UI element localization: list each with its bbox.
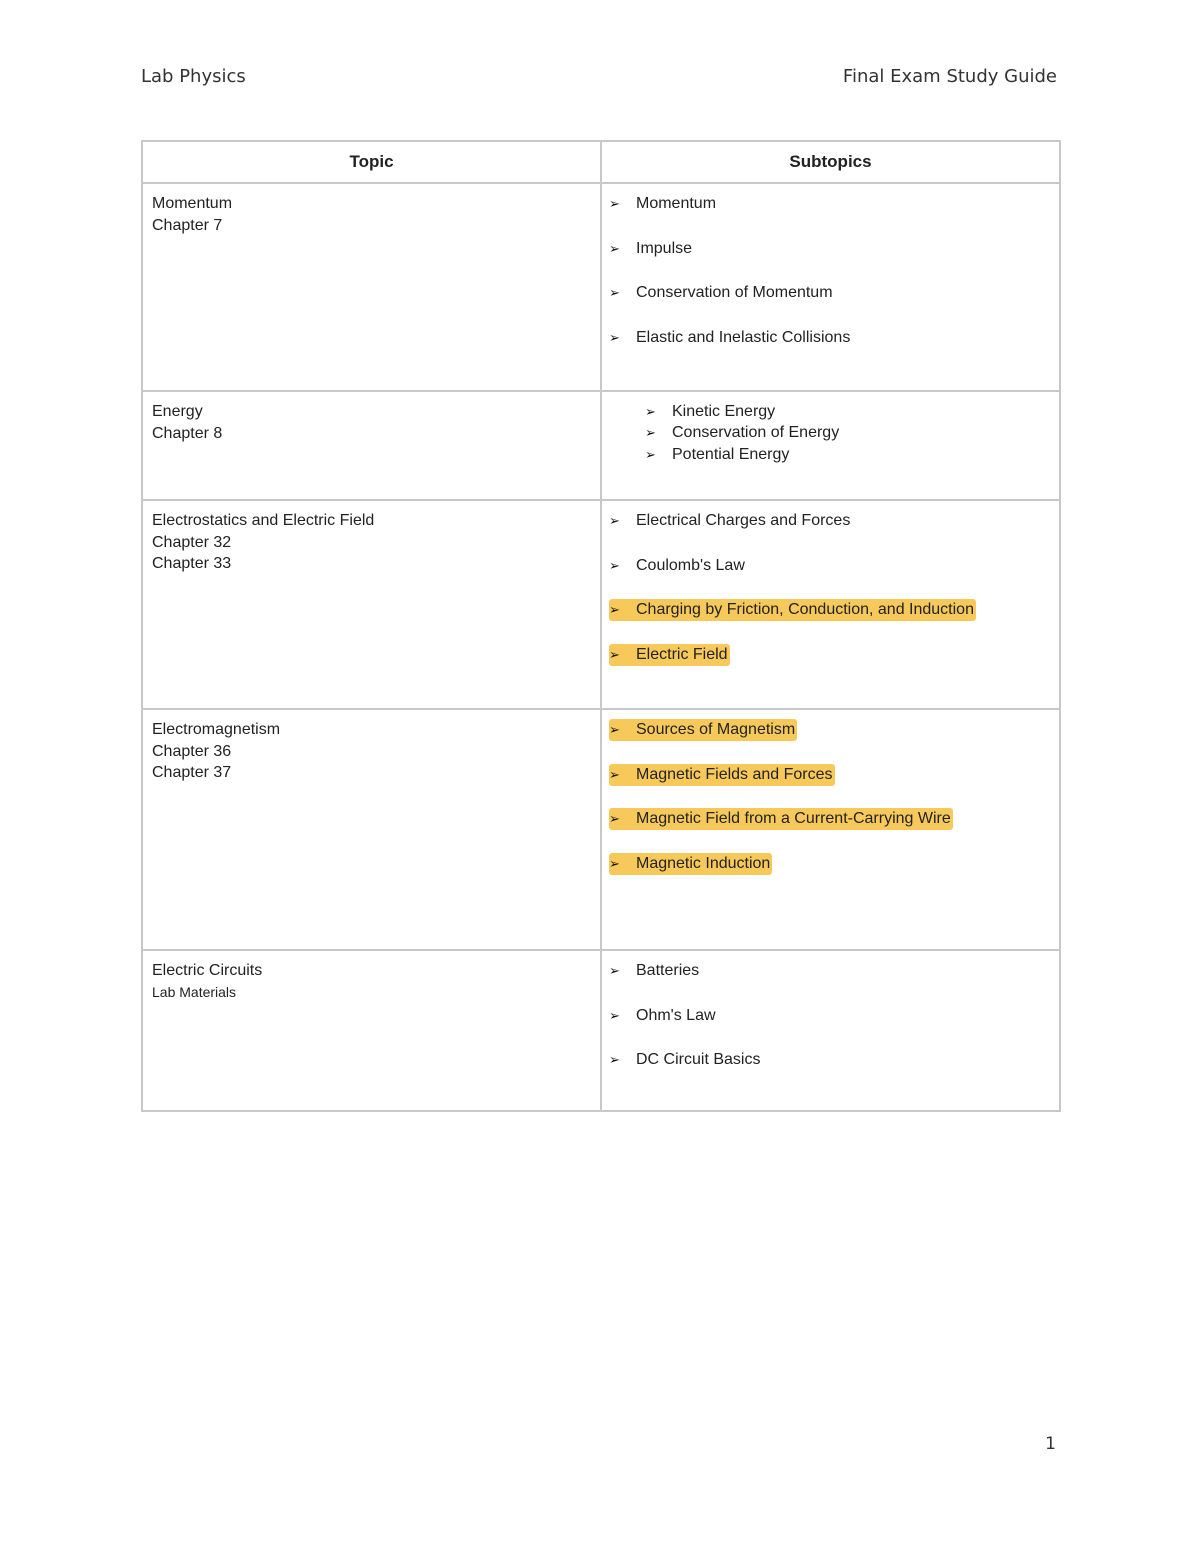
subtopic-text: Electrical Charges and Forces — [636, 512, 851, 529]
highlighted-subtopic-item — [609, 719, 1050, 741]
subtopic-text: Magnetic Induction — [636, 854, 771, 872]
subtopic-text: Sources of Magnetism — [636, 721, 796, 738]
arrow-bullet-icon: ➢ — [609, 1007, 620, 1023]
subtopic-item — [609, 960, 1050, 982]
arrow-bullet-icon: ➢ — [609, 329, 620, 345]
topic-title: Momentum — [152, 195, 233, 212]
subtopic-item — [645, 423, 1050, 445]
topic-title: Electric Circuits — [152, 962, 263, 979]
subtopic-item — [609, 327, 1050, 349]
arrow-bullet-icon: ➢ — [645, 446, 656, 462]
arrow-bullet-icon: ➢ — [645, 403, 656, 419]
arrow-bullet-icon: ➢ — [609, 811, 620, 826]
table-row-momentum — [142, 183, 1060, 391]
topic-cell — [142, 183, 601, 391]
subtopic-item — [645, 444, 1050, 466]
subtopics-cell — [601, 391, 1060, 500]
subtopics-cell — [601, 500, 1060, 709]
arrow-bullet-icon: ➢ — [609, 766, 620, 782]
topic-chapter: Chapter 33 — [152, 555, 232, 572]
page-number: 1 — [1045, 1434, 1056, 1454]
study-guide-table — [141, 140, 1061, 1112]
subtopics-cell — [601, 183, 1060, 391]
subtopic-item — [609, 238, 1050, 260]
subtopic-text: DC Circuit Basics — [636, 1051, 761, 1068]
subtopic-text: Potential Energy — [672, 445, 790, 463]
document-guide-title: Final Exam Study Guide — [842, 66, 1057, 87]
subtopic-item — [645, 401, 1050, 423]
subtopic-item — [609, 193, 1050, 215]
highlighted-subtopic-item — [609, 808, 1050, 830]
topic-cell — [142, 391, 601, 500]
document-course-title: Lab Physics — [141, 66, 246, 87]
subtopics-cell — [601, 950, 1060, 1111]
subtopic-text: Kinetic Energy — [672, 402, 776, 420]
subtopic-text: Magnetic Fields and Forces — [636, 765, 833, 783]
subtopic-text: Magnetic Field from a Current-Carrying Wire — [636, 810, 951, 827]
subtopic-text: Conservation of Momentum — [636, 284, 833, 301]
arrow-bullet-icon: ➢ — [609, 557, 620, 573]
table-row-electric-circuits — [142, 950, 1060, 1111]
topic-chapter: Chapter 32 — [152, 533, 232, 551]
arrow-bullet-icon: ➢ — [609, 196, 620, 211]
arrow-bullet-icon: ➢ — [609, 1052, 620, 1067]
highlighted-subtopic-item — [609, 764, 1050, 786]
topic-cell — [142, 950, 601, 1111]
highlighted-subtopic-item — [609, 599, 1050, 621]
highlighted-subtopic-item — [609, 853, 1050, 875]
arrow-bullet-icon: ➢ — [609, 285, 620, 300]
table-header-row — [142, 141, 1060, 183]
compact-subtopic-list — [609, 401, 1050, 466]
subtopic-text: Conservation of Energy — [672, 424, 840, 442]
topic-title: Energy — [152, 403, 203, 420]
topic-chapter: Chapter 8 — [152, 424, 223, 442]
topic-chapter: Lab Materials — [152, 983, 237, 1000]
topic-title: Electrostatics and Electric Field — [152, 512, 375, 529]
arrow-bullet-icon: ➢ — [609, 240, 620, 256]
subtopic-text: Impulse — [636, 239, 693, 257]
arrow-bullet-icon: ➢ — [645, 425, 656, 441]
topic-title: Electromagnetism — [152, 721, 281, 738]
topic-chapter: Chapter 36 — [152, 742, 232, 760]
subtopic-text: Electric Field — [636, 645, 728, 663]
subtopic-text: Ohm's Law — [636, 1006, 716, 1024]
subtopic-item — [609, 510, 1050, 532]
arrow-bullet-icon: ➢ — [609, 513, 620, 528]
arrow-bullet-icon: ➢ — [609, 722, 620, 737]
arrow-bullet-icon: ➢ — [609, 602, 620, 617]
highlighted-subtopic-item — [609, 644, 1050, 666]
subtopic-text: Momentum — [636, 195, 717, 212]
column-header-subtopics: Subtopics — [601, 141, 1060, 183]
subtopic-text: Batteries — [636, 962, 700, 979]
topic-chapter: Chapter 37 — [152, 764, 232, 781]
arrow-bullet-icon: ➢ — [609, 646, 620, 662]
table-row-electromagnetism — [142, 709, 1060, 950]
column-header-topic: Topic — [142, 141, 601, 183]
subtopic-text: Elastic and Inelastic Collisions — [636, 328, 851, 346]
arrow-bullet-icon: ➢ — [609, 963, 620, 978]
table-row-energy — [142, 391, 1060, 500]
subtopics-cell — [601, 709, 1060, 950]
topic-cell — [142, 500, 601, 709]
subtopic-item — [609, 555, 1050, 577]
topic-cell — [142, 709, 601, 950]
topic-chapter: Chapter 7 — [152, 216, 223, 234]
subtopic-item — [609, 282, 1050, 304]
subtopic-text: Charging by Friction, Conduction, and Induction — [636, 601, 974, 618]
subtopic-item — [609, 1005, 1050, 1027]
arrow-bullet-icon: ➢ — [609, 855, 620, 871]
table-row-electrostatics — [142, 500, 1060, 709]
subtopic-text: Coulomb's Law — [636, 556, 745, 574]
subtopic-item — [609, 1049, 1050, 1071]
